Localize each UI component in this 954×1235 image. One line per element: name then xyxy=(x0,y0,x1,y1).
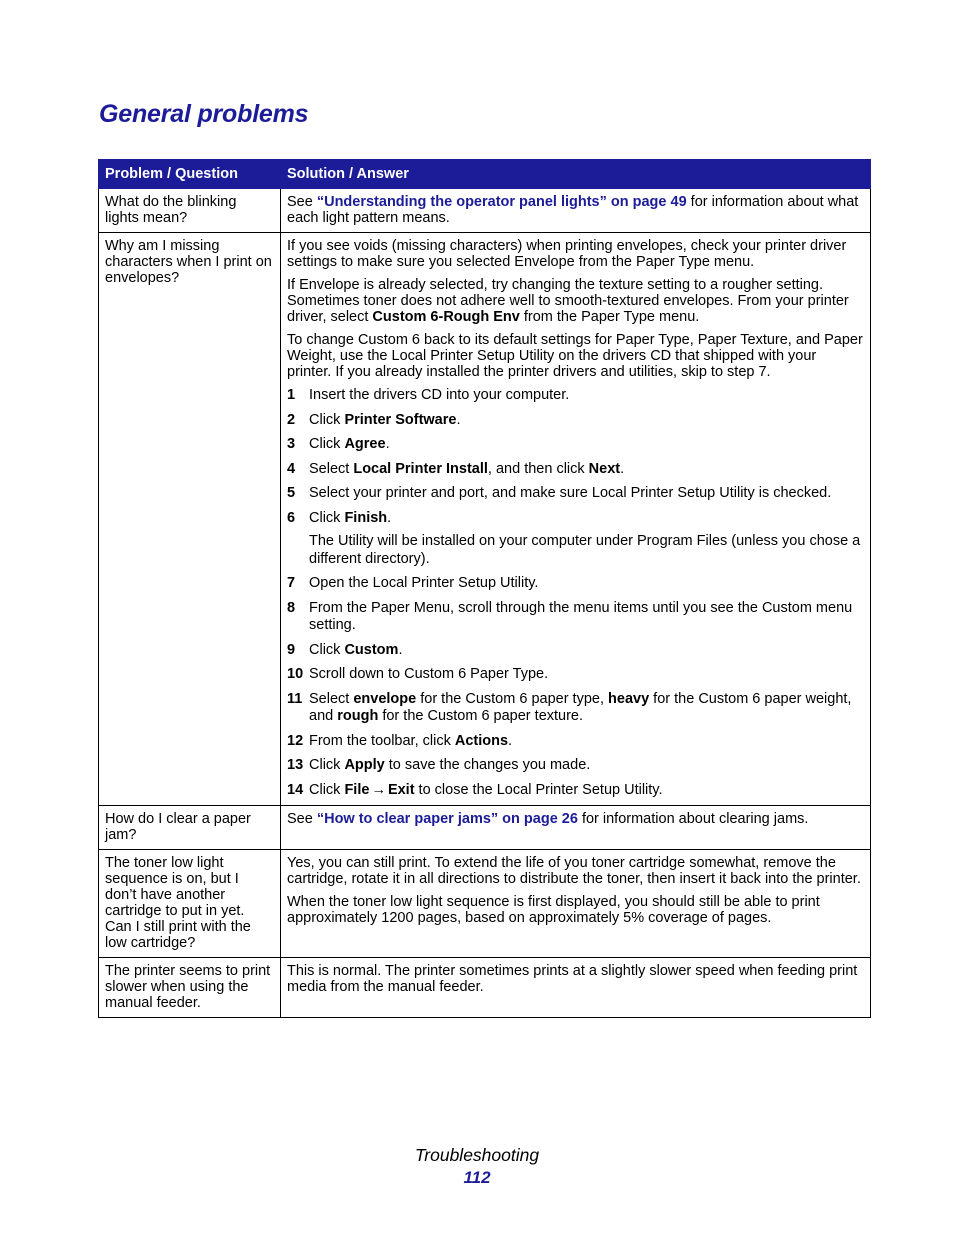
step-number: 7 xyxy=(287,575,296,591)
answer-cell xyxy=(281,233,871,806)
step-number: 13 xyxy=(287,757,304,773)
ui-label: heavy xyxy=(608,690,650,707)
ui-label: File xyxy=(344,781,370,798)
question-cell: What do the blinking lights mean? xyxy=(99,189,281,233)
table-row xyxy=(99,958,871,1018)
step-number: 2 xyxy=(287,411,296,428)
ui-label: Local Printer Install xyxy=(353,460,488,477)
ui-label: Actions xyxy=(454,732,509,749)
step-number: 5 xyxy=(287,485,296,501)
answer-paragraph: This is normal. The printer sometimes prints at a slightly slower speed when feeding print media from the manual feeder. xyxy=(287,963,858,995)
arrow-right-icon: → xyxy=(371,781,386,798)
ui-label: Apply xyxy=(344,757,385,773)
step-text: Click xyxy=(309,411,345,428)
step-item xyxy=(287,642,864,660)
ui-label: Next xyxy=(588,460,621,477)
step-note: The Utility will be installed on your computer under Program Files (unless you chose a different directory). xyxy=(309,533,861,567)
answer-text: from the Paper Type menu. xyxy=(519,309,700,325)
answer-paragraph: Yes, you can still print. To extend the life of you toner cartridge somewhat, remove the cartridge, rotate it in all directions to distribute the toner, then insert it back into the printer. xyxy=(287,855,861,887)
step-text: From the Paper Menu, scroll through the menu items until you see the Custom menu setting. xyxy=(309,599,853,633)
step-text: for the Custom 6 paper texture. xyxy=(378,708,584,724)
step-item xyxy=(287,575,864,593)
step-text: Select xyxy=(309,460,354,477)
step-text: to save the changes you made. xyxy=(384,757,591,773)
answer-text: See xyxy=(287,811,317,827)
step-item xyxy=(287,412,864,430)
question-cell: How do I clear a paper jam? xyxy=(99,806,281,850)
step-text: Select xyxy=(309,690,354,707)
answer-cell xyxy=(281,806,871,850)
answer-paragraph: If you see voids (missing characters) when printing envelopes, check your printer driver settings to make sure you selected Envelope from the Paper Type menu. xyxy=(287,238,847,270)
step-item xyxy=(287,461,864,479)
step-number: 10 xyxy=(287,666,304,682)
step-text: for the Custom 6 paper weight, and xyxy=(309,690,852,724)
page-title: General problems xyxy=(99,100,309,128)
step-item xyxy=(287,485,864,503)
step-text: From the toolbar, click xyxy=(309,732,455,749)
step-item xyxy=(287,600,864,635)
step-text: for the Custom 6 paper type, xyxy=(416,690,609,707)
step-item xyxy=(287,387,864,405)
ui-label: envelope xyxy=(353,690,417,707)
step-number: 11 xyxy=(287,690,303,707)
step-item xyxy=(287,691,864,726)
ui-label: rough xyxy=(337,708,379,724)
step-text: Click xyxy=(309,781,345,798)
step-item xyxy=(287,666,864,684)
answer-paragraph: To change Custom 6 back to its default settings for Paper Type, Paper Texture, and Paper Weight, use the Local Printer Setup Utility on the drivers CD that shipped with your printer. If you already installed the printer drivers and utilities, skip to step 7. xyxy=(287,332,863,380)
step-item xyxy=(287,510,864,569)
answer-cell xyxy=(281,958,871,1018)
footer-page-number: 112 xyxy=(463,1168,491,1187)
problems-table xyxy=(98,159,871,1018)
table-row xyxy=(99,850,871,958)
question-cell: The printer seems to print slower when using the manual feeder. xyxy=(99,958,281,1018)
answer-text: for information about what each light pattern means. xyxy=(287,194,859,226)
step-text: Click xyxy=(309,641,345,658)
answer-text: If Envelope is already selected, try changing the texture setting to a rougher setting. Sometimes toner does not adhere well to smooth-textured envelopes. From your printer driver, select xyxy=(287,277,849,325)
footer-section-name: Troubleshooting xyxy=(414,1145,540,1165)
step-text: Click xyxy=(309,436,345,452)
step-number: 3 xyxy=(287,436,296,452)
ui-label: Printer Software xyxy=(344,411,457,428)
ui-label: Agree xyxy=(344,436,386,452)
cross-reference-link[interactable]: “Understanding the operator panel lights” on page 49 xyxy=(316,194,687,210)
column-header-problem: Problem / Question xyxy=(99,160,281,189)
step-text: . xyxy=(456,411,461,428)
step-number: 1 xyxy=(287,387,296,403)
ui-label: Exit xyxy=(387,781,415,798)
step-text: Open the Local Printer Setup Utility. xyxy=(309,575,539,591)
step-text: Select your printer and port, and make sure Local Printer Setup Utility is checked. xyxy=(309,485,832,501)
table-header-row xyxy=(99,160,871,189)
step-text: to close the Local Printer Setup Utility. xyxy=(414,781,663,798)
step-text: . xyxy=(387,509,392,526)
step-item xyxy=(287,757,864,775)
step-number: 8 xyxy=(287,599,296,616)
step-text: , and then click xyxy=(487,460,589,477)
step-text: . xyxy=(398,641,403,658)
table-row xyxy=(99,233,871,806)
ui-label: Finish xyxy=(344,509,388,526)
step-number: 6 xyxy=(287,509,296,526)
step-number: 14 xyxy=(287,781,304,798)
table-row xyxy=(99,189,871,233)
table-row xyxy=(99,806,871,850)
step-number: 9 xyxy=(287,641,296,658)
column-header-solution: Solution / Answer xyxy=(281,160,871,189)
step-number: 12 xyxy=(287,732,304,749)
steps-list xyxy=(287,387,864,799)
step-text: Click xyxy=(309,509,345,526)
ui-label: Custom xyxy=(344,641,399,658)
step-text: . xyxy=(508,732,513,749)
answer-text: for information about clearing jams. xyxy=(577,811,809,827)
question-cell: The toner low light sequence is on, but I don’t have another cartridge to put in yet. Can I still print with the low cartridge? xyxy=(99,850,281,958)
question-cell: Why am I missing characters when I print on envelopes? xyxy=(99,233,281,806)
step-text: Click xyxy=(309,757,345,773)
answer-cell xyxy=(281,189,871,233)
step-number: 4 xyxy=(287,460,296,477)
answer-cell xyxy=(281,850,871,958)
cross-reference-link[interactable]: “How to clear paper jams” on page 26 xyxy=(316,811,578,827)
emphasis-text: Custom 6-Rough Env xyxy=(372,309,520,325)
answer-text: See xyxy=(287,194,317,210)
step-item xyxy=(287,436,864,454)
step-text: Insert the drivers CD into your computer. xyxy=(309,387,570,403)
step-item xyxy=(287,733,864,751)
answer-paragraph: When the toner low light sequence is first displayed, you should still be able to print approximately 1200 pages, based on approximately 5% coverage of pages. xyxy=(287,894,820,926)
step-item xyxy=(287,782,864,800)
step-text: Scroll down to Custom 6 Paper Type. xyxy=(309,666,549,682)
step-text: . xyxy=(385,436,390,452)
answer-paragraph xyxy=(287,277,864,325)
step-text: . xyxy=(620,460,625,477)
